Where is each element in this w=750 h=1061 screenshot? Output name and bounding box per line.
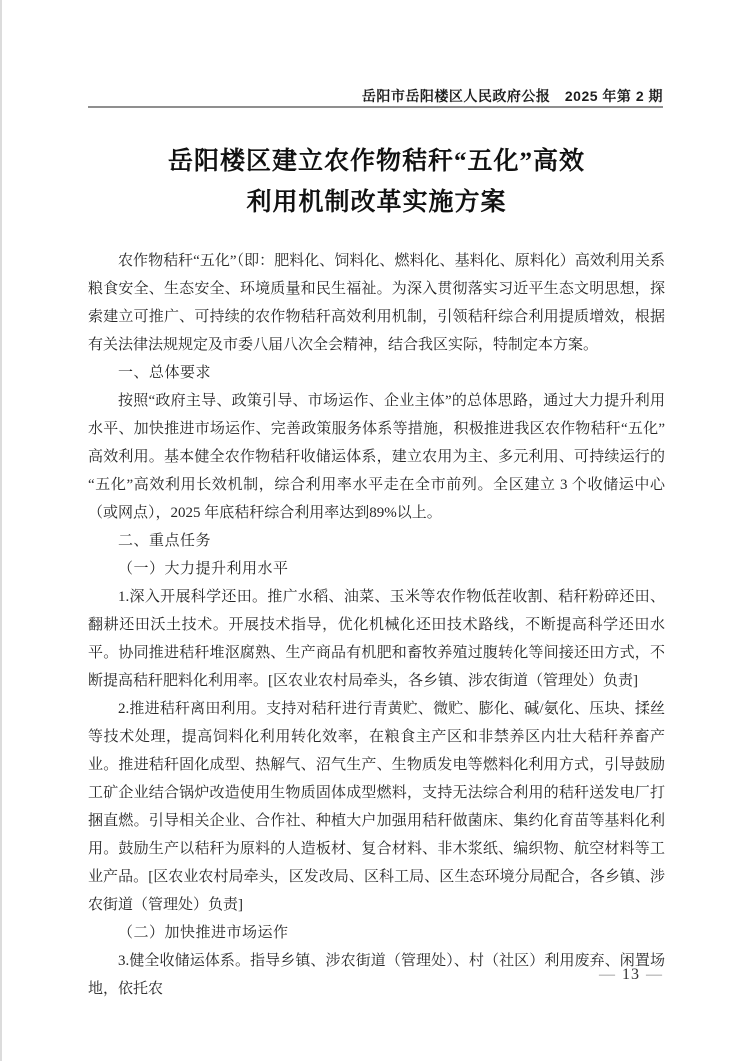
paragraph: 1.深入开展科学还田。推广水稻、油菜、玉米等农作物低茬收割、秸秆粉碎还田、翻耕还田沃土技术。开展技术指导，优化机械化还田技术路线，不断提高科学还田水平。协同推进秸秆堆沤腐熟、生产商品有机肥和畜牧养殖过腹转化等间接还田方式，不断提高秸秆肥料化利用率。[区农业农村局牵头，各乡镇、涉农街道（管理处）负责] <box>88 589 665 689</box>
document-title-line1: 岳阳楼区建立农作物秸秆“五化”高效 <box>167 148 585 175</box>
paragraph: 按照“政府主导、政策引导、市场运作、企业主体”的总体思路，通过大力提升利用水平、加快推进市场运作、完善政策服务体系等措施，积极推进我区农作物秸秆“五化”高效利用。基本健全农作物秸秆收储运体系，建立农用为主、多元利用、可持续运行的“五化”高效利用长效机制，综合利用率水平走在全市前列。全区建立 3 个收储运中心（或网点），2025 年底秸秆综合利用率达到89%以上。 <box>88 393 665 521</box>
document-title-line2: 利用机制改革实施方案 <box>246 189 507 216</box>
section-heading: 二、重点任务 <box>118 533 212 549</box>
paragraph: 3.健全收储运体系。指导乡镇、涉农街道（管理处）、村（社区）利用废弃、闲置场地，依托农 <box>88 953 665 997</box>
paragraph: 农作物秸秆“五化”（即：肥料化、饲料化、燃料化、基料化、原料化）高效利用关系粮食安全、生态安全、环境质量和民生福祉。为深入贯彻落实习近平生态文明思想，探索建立可推广、可持续的农作物秸秆高效利用机制，引领秸秆综合利用提质增效，根据有关法律法规规定及市委八届八次全会精神，结合我区实际，特制定本方案。 <box>88 253 665 353</box>
page-footer <box>599 966 663 984</box>
document-title <box>88 141 665 223</box>
page-content <box>88 0 665 1061</box>
page-number: 13 <box>622 966 640 983</box>
footer-left-dash: — <box>599 966 616 983</box>
section-heading: 一、总体要求 <box>118 365 212 381</box>
section-subheading: （二）加快推进市场运作 <box>118 925 289 941</box>
paragraph: 2.推进秸秆离田利用。支持对秸秆进行青黄贮、微贮、膨化、碱/氨化、压块、揉丝等技术处理，提高饲料化利用转化效率，在粮食主产区和非禁养区内壮大秸秆养畜产业。推进秸秆固化成型、热解气、沼气生产、生物质发电等燃料化利用方式，引导鼓励工矿企业结合锅炉改造使用生物质固体成型燃料，支持无法综合利用的秸秆送发电厂打捆直燃。引导相关企业、合作社、种植大户加强用秸秆做菌床、集约化育苗等基料化利用。鼓励生产以秸秆为原料的人造板材、复合材料、非木浆纸、编织物、航空材料等工业产品。[区农业农村局牵头，区发改局、区科工局、区生态环境分局配合，各乡镇、涉农街道（管理处）负责] <box>88 701 665 913</box>
footer-right-dash: — <box>646 966 663 983</box>
gazette-header: 岳阳市岳阳楼区人民政府公报 2025 年第 2 期 <box>361 88 663 104</box>
scan-left-edge <box>0 0 2 1061</box>
header-rule <box>88 106 663 108</box>
section-subheading: （一）大力提升利用水平 <box>118 561 289 577</box>
document-body <box>88 247 665 1003</box>
